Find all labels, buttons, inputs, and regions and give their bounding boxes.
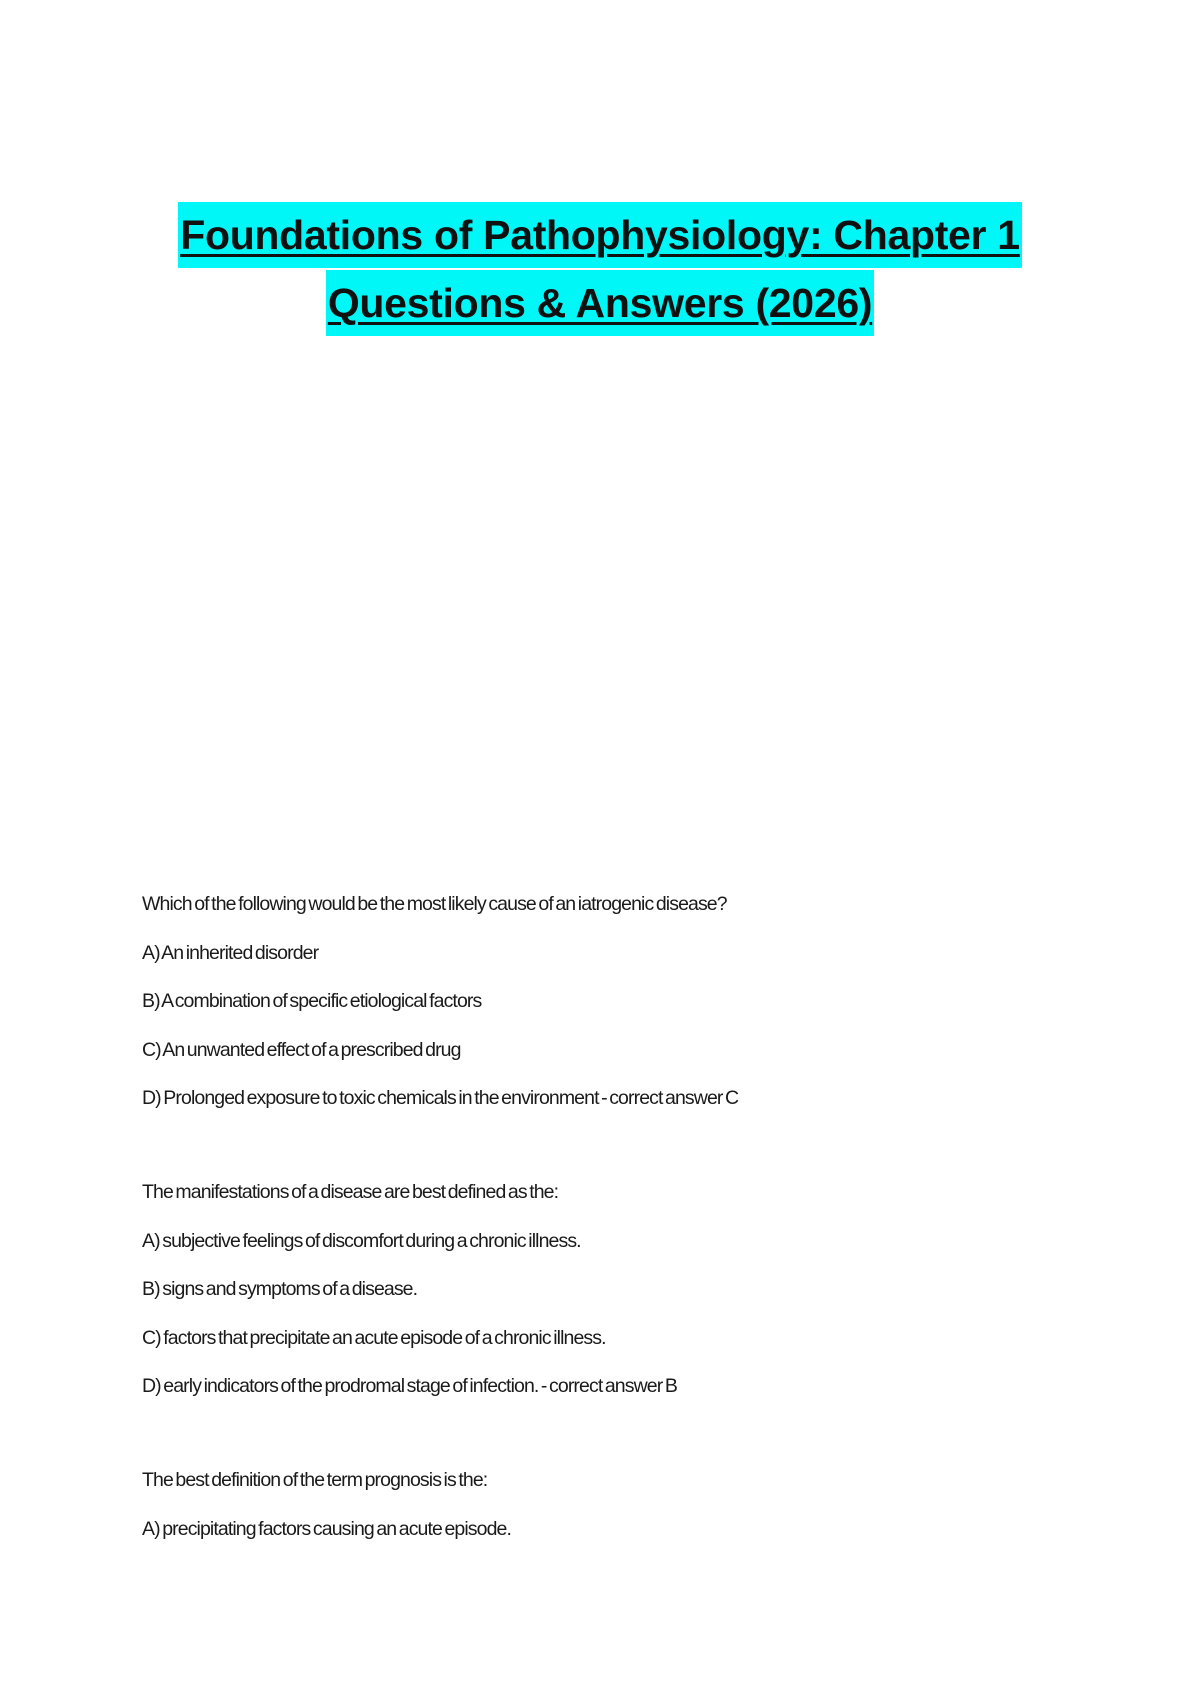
answer-option-d: D) Prolonged exposure to toxic chemicals in the environment - correct answer C [142, 1087, 739, 1109]
answer-option-b: B) A combination of specific etiological factors [142, 990, 482, 1012]
question-block-1 [142, 892, 1042, 1135]
answer-option-a: A) An inherited disorder [142, 941, 319, 964]
question-prompt: Which of the following would be the most likely cause of an iatrogenic disease? [142, 893, 727, 915]
question-block-3 [142, 1468, 1042, 1565]
title-line-2: Questions & Answers (2026) [326, 270, 874, 336]
answer-option-b: B) signs and symptoms of a disease. [142, 1278, 418, 1300]
answer-option-a: A) precipitating factors causing an acute episode. [142, 1517, 512, 1540]
question-block-2 [142, 1180, 1042, 1423]
question-prompt: The manifestations of a disease are best defined as the: [142, 1181, 559, 1203]
answer-option-d: D) early indicators of the prodromal stage of infection. - correct answer B [142, 1375, 677, 1397]
answer-option-c: C) An unwanted effect of a prescribed drug [142, 1038, 461, 1061]
answer-option-a: A) subjective feelings of discomfort during a chronic illness. [142, 1229, 581, 1252]
title-line-1: Foundations of Pathophysiology: Chapter 1 [178, 202, 1022, 268]
question-prompt: The best definition of the term prognosis is the: [142, 1469, 488, 1491]
document-title [130, 202, 1070, 338]
answer-option-c: C) factors that precipitate an acute episode of a chronic illness. [142, 1326, 606, 1349]
